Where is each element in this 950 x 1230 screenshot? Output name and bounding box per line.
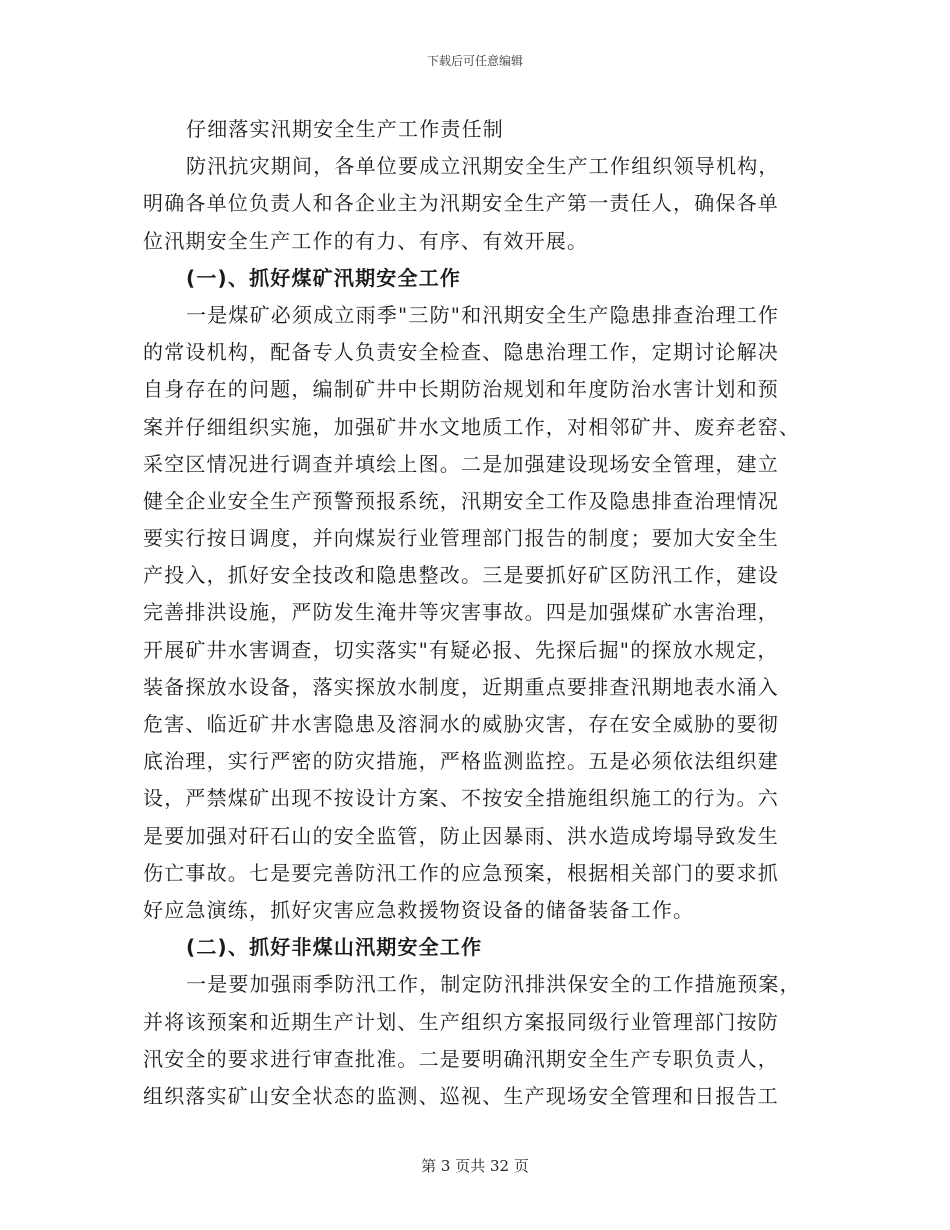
- body-line: 开展矿井水害调查，切实落实"有疑必报、先探后掘"的探放水规定，: [143, 637, 779, 662]
- body-line: 一是煤矿必须成立雨季"三防"和汛期安全生产隐患排查治理工作: [186, 302, 780, 327]
- body-line: 的常设机构，配备专人负责安全检查、隐患治理工作，定期讨论解决: [143, 340, 779, 365]
- page-number: 第 3 页共 32 页: [421, 1157, 529, 1175]
- body-line: 好应急演练，抓好灾害应急救援物资设备的储备装备工作。: [143, 897, 695, 922]
- body-line: 仔细落实汛期安全生产工作责任制: [186, 117, 504, 141]
- body-line: 组织落实矿山安全状态的监测、巡视、生产现场安全管理和日报告工: [143, 1083, 779, 1108]
- body-line: 并将该预案和近期生产计划、生产组织方案报同级行业管理部门按防: [143, 1009, 779, 1034]
- body-line: 案并仔细组织实施，加强矿井水文地质工作，对相邻矿井、废弃老窑、: [143, 414, 801, 439]
- body-line: 明确各单位负责人和各企业主为汛期安全生产第一责任人，确保各单: [143, 191, 779, 216]
- body-line: 底治理，实行严密的防灾措施，严格监测监控。五是必须依法组织建: [143, 749, 779, 774]
- body-line: 汛安全的要求进行审查批准。二是要明确汛期安全生产专职负责人，: [143, 1046, 779, 1071]
- body-line: 完善排洪设施，严防发生淹井等灾害事故。四是加强煤矿水害治理，: [143, 600, 779, 625]
- body-line: 自身存在的问题，编制矿井中长期防治规划和年度防治水害计划和预: [143, 377, 779, 402]
- body-line: 采空区情况进行调查并填绘上图。二是加强建设现场安全管理，建立: [143, 451, 779, 476]
- body-line: 是要加强对矸石山的安全监管，防止因暴雨、洪水造成垮塌导致发生: [143, 823, 779, 848]
- body-line: 健全企业安全生产预警预报系统，汛期安全工作及隐患排查治理情况: [143, 488, 779, 513]
- body-line: 危害、临近矿井水害隐患及溶洞水的威胁灾害，存在安全威胁的要彻: [143, 712, 779, 736]
- body-line: 装备探放水设备，落实探放水制度，近期重点要排查汛期地表水涌入: [143, 674, 779, 699]
- body-line: 一是要加强雨季防汛工作，制定防汛排洪保安全的工作措施预案，: [186, 972, 801, 997]
- section-heading: (一)、抓好煤矿汛期安全工作: [186, 265, 462, 290]
- document-body: [143, 111, 808, 1115]
- body-line: 要实行按日调度，并向煤炭行业管理部门报告的制度；要加大安全生: [143, 526, 779, 551]
- body-line: 伤亡事故。七是要完善防汛工作的应急预案，根据相关部门的要求抓: [143, 860, 779, 885]
- section-heading: (二)、抓好非煤山汛期安全工作: [186, 935, 483, 960]
- body-line: 位汛期安全生产工作的有力、有序、有效开展。: [143, 228, 589, 253]
- page-header: 下载后可任意编辑: [426, 54, 523, 68]
- body-line: 产投入，抓好安全技改和隐患整改。三是要抓好矿区防汛工作，建设: [143, 563, 779, 588]
- body-line: 防汛抗灾期间，各单位要成立汛期安全生产工作组织领导机构，: [186, 154, 780, 179]
- body-line: 设，严禁煤矿出现不按设计方案、不按安全措施组织施工的行为。六: [143, 786, 779, 811]
